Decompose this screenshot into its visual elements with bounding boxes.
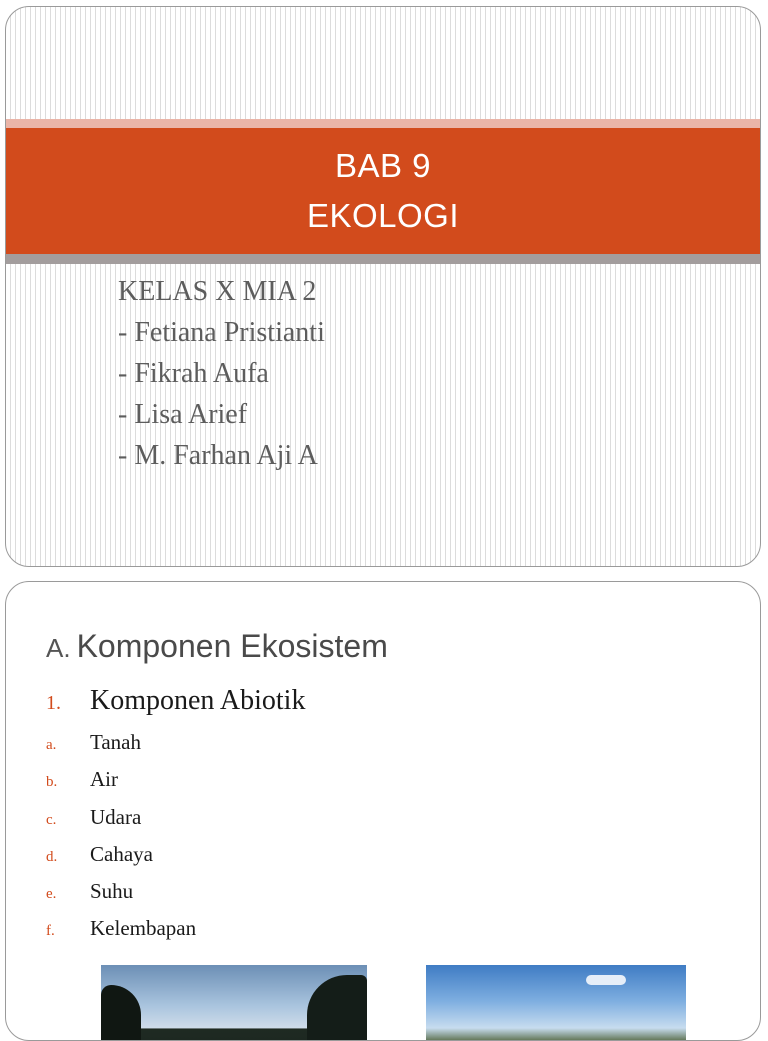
member-name: - M. Farhan Aji A (118, 440, 318, 471)
content-slide (5, 581, 761, 1041)
cliff-silhouette (307, 975, 367, 1041)
list-item (46, 767, 196, 804)
list-item (46, 805, 196, 842)
list-item (46, 842, 196, 879)
list-item-level1 (46, 685, 305, 717)
list-item-text: Udara (90, 804, 142, 829)
class-label: KELAS X MIA 2 (118, 276, 317, 307)
title-slide (5, 6, 761, 567)
list-marker: c. (46, 811, 57, 828)
gray-accent-strip (6, 254, 760, 264)
list-marker: a. (46, 737, 57, 753)
list-item-text: Tanah (90, 730, 142, 754)
list-marker: f. (46, 923, 55, 940)
list-item-text: Kelembapan (90, 916, 197, 941)
slide-title-line-1: BAB 9 (334, 147, 432, 184)
title-band (6, 128, 760, 254)
member-name: - Fikrah Aufa (118, 358, 269, 389)
section-heading (46, 628, 388, 665)
cloud-shape (586, 975, 626, 985)
list-marker: e. (46, 886, 57, 903)
list-item (46, 730, 196, 767)
list-item-text: Air (90, 767, 118, 792)
pink-accent-strip (6, 119, 760, 128)
list-item-text: Suhu (90, 879, 134, 904)
landscape-photo-left (101, 965, 367, 1041)
list-number: 1. (46, 692, 61, 714)
list-item-text: Cahaya (90, 841, 153, 866)
list-item-label: Komponen Abiotik (90, 685, 306, 716)
landscape-photo-right (426, 965, 686, 1041)
list-item (46, 879, 196, 916)
section-letter: A. (46, 633, 71, 663)
rock-silhouette (101, 985, 141, 1041)
list-item (46, 916, 196, 953)
list-marker: b. (46, 774, 58, 791)
member-name: - Fetiana Pristianti (118, 317, 325, 348)
section-title: Komponen Ekosistem (76, 628, 388, 664)
abiotic-sublist (46, 730, 196, 954)
slide-title-line-2: EKOLOGI (306, 197, 460, 234)
list-marker: d. (46, 848, 58, 865)
subtitle-block (118, 271, 325, 476)
member-name: - Lisa Arief (118, 399, 248, 430)
